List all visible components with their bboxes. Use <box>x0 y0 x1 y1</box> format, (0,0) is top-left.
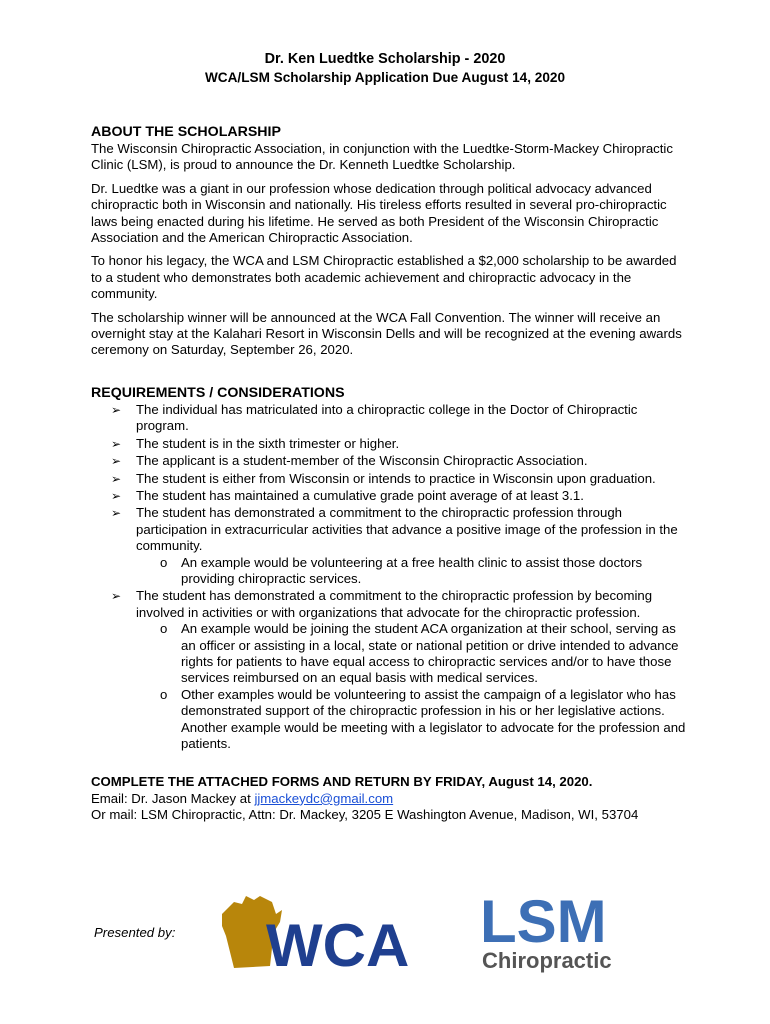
wca-logo <box>220 892 435 972</box>
lsm-logo-subtext: Chiropractic <box>482 948 612 973</box>
requirement-text: The student has demonstrated a commitment to the chiropractic profession by becoming involved in activities or with organizations that advocate for the chiropractic profession. <box>136 588 653 620</box>
sub-list <box>136 555 691 588</box>
sub-list-item <box>136 555 691 588</box>
arrow-bullet-icon: ➢ <box>111 454 122 469</box>
list-item <box>91 402 691 435</box>
document-subtitle: WCA/LSM Scholarship Application Due August 14, 2020 <box>204 70 566 85</box>
requirement-text: The student is either from Wisconsin or intends to practice in Wisconsin upon graduation. <box>136 470 656 486</box>
requirement-text: The applicant is a student-member of the Wisconsin Chiropractic Association. <box>136 453 588 469</box>
circle-bullet-icon: o <box>160 554 168 570</box>
circle-bullet-icon: o <box>160 686 168 702</box>
arrow-bullet-icon: ➢ <box>111 402 122 417</box>
requirements-list <box>91 402 691 753</box>
list-item <box>91 453 691 469</box>
presented-by-label: Presented by: <box>94 925 176 940</box>
requirement-text: The student is in the sixth trimester or higher. <box>136 435 400 451</box>
list-item <box>91 436 691 452</box>
requirements-heading: REQUIREMENTS / CONSIDERATIONS <box>91 384 345 401</box>
requirement-text: The student has demonstrated a commitment to the chiropractic profession through participation in extracurricular activities that advance a positive image of the profession in the community. <box>136 505 678 554</box>
about-paragraph-3: To honor his legacy, the WCA and LSM Chiropractic established a $2,000 scholarship to be awarded to a student who demonstrates both academic achievement and chiropractic advocacy in the community. <box>91 253 677 302</box>
about-paragraph-2: Dr. Luedtke was a giant in our profession whose dedication through political advocacy advanced chiropractic both in Wisconsin and nationally. His tireless efforts resulted in several pro-chiropractic laws being enacted during his lifetime. He served as both President of the Wisconsin Chiropractic Association and the American Chiropractic Association. <box>91 180 667 246</box>
list-item <box>91 588 691 752</box>
lsm-logo-text: LSM <box>480 890 607 955</box>
email-prefix: Email: Dr. Jason Mackey at <box>91 790 255 806</box>
requirement-text: The individual has matriculated into a chiropractic college in the Doctor of Chiropractic program. <box>136 401 638 434</box>
lsm-logo <box>478 890 643 975</box>
circle-bullet-icon: o <box>160 621 168 637</box>
arrow-bullet-icon: ➢ <box>111 589 122 604</box>
about-heading: ABOUT THE SCHOLARSHIP <box>91 124 281 140</box>
document-body <box>91 124 691 824</box>
sub-list-item <box>136 687 691 753</box>
about-paragraph-4: The scholarship winner will be announced at the WCA Fall Convention. The winner will receive an overnight stay at the Kalahari Resort in Wisconsin Dells and will be recognized at the evening awards ceremony on Saturday, September 26, 2020. <box>91 309 682 358</box>
about-paragraph-1: The Wisconsin Chiropractic Association, in conjunction with the Luedtke-Storm-Mackey Chiropractic Clinic (LSM), is proud to announce the Dr. Kenneth Luedtke Scholarship. <box>91 141 673 173</box>
sub-item-text: Other examples would be volunteering to assist the campaign of a legislator who has demonstrated support of the chiropractic profession in his or her legislative actions. Another example would be meeting with a legislator to advocate for the profession and patients. <box>181 686 686 751</box>
mail-line: Or mail: LSM Chiropractic, Attn: Dr. Mackey, 3205 E Washington Avenue, Madison, WI, 53704 <box>91 807 639 823</box>
arrow-bullet-icon: ➢ <box>111 506 122 521</box>
email-link[interactable]: jjmackeydc@gmail.com <box>254 790 394 806</box>
arrow-bullet-icon: ➢ <box>111 436 122 451</box>
arrow-bullet-icon: ➢ <box>111 471 122 486</box>
document-title: Dr. Ken Luedtke Scholarship - 2020 <box>264 51 506 67</box>
arrow-bullet-icon: ➢ <box>111 488 122 503</box>
list-item <box>91 488 691 504</box>
sub-list <box>136 621 691 752</box>
sub-item-text: An example would be volunteering at a free health clinic to assist those doctors providing chiropractic services. <box>181 554 643 586</box>
sub-item-text: An example would be joining the student ACA organization at their school, serving as an officer or assisting in a local, state or national petition or drive intended to advance rights for patients to have equal access to chiropractic services and/or to have those services reimbursed on an equal basis with medical services. <box>181 621 679 686</box>
email-line <box>91 791 691 807</box>
wca-logo-text: WCA <box>266 912 410 972</box>
list-item <box>91 471 691 487</box>
requirement-text: The student has maintained a cumulative grade point average of at least 3.1. <box>136 487 584 503</box>
return-instruction: COMPLETE THE ATTACHED FORMS AND RETURN BY FRIDAY, August 14, 2020. <box>91 774 593 790</box>
list-item <box>91 505 691 587</box>
sub-list-item <box>136 621 691 687</box>
